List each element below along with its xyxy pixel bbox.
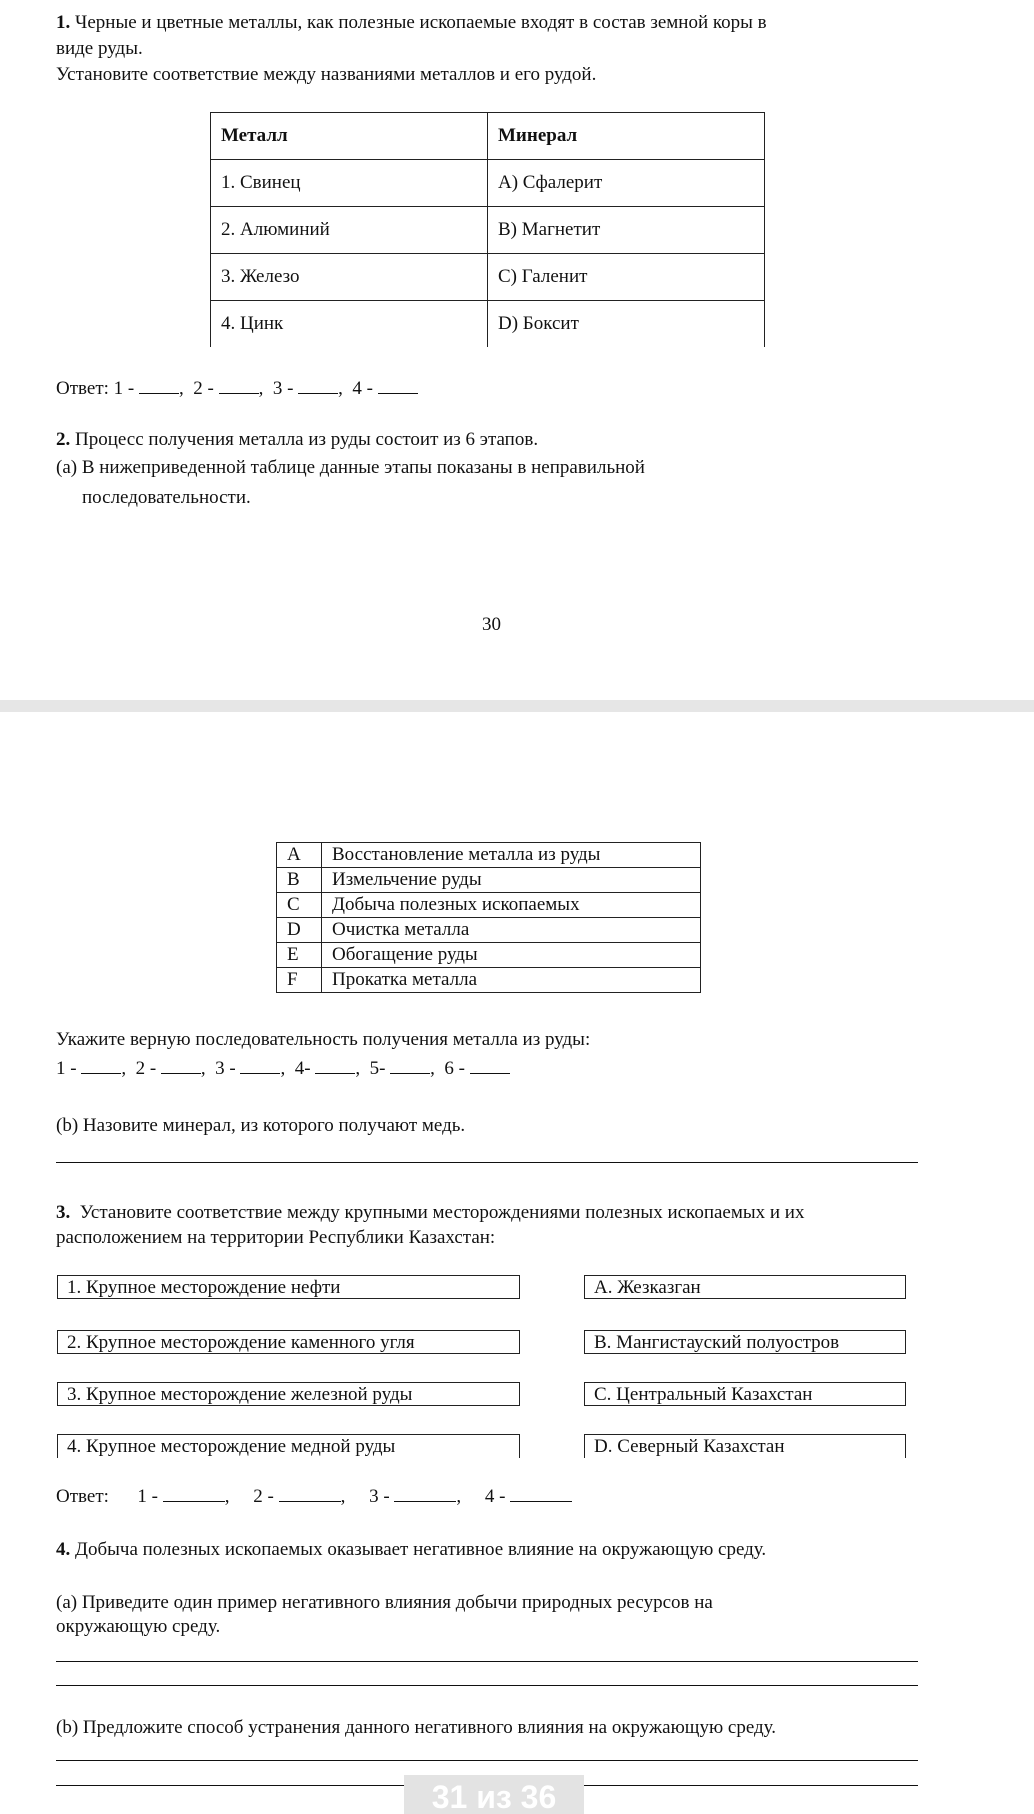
metal-mineral-table (210, 112, 765, 347)
stage-letter: A (277, 843, 322, 868)
answer-blank[interactable] (298, 378, 338, 394)
metal-cell: 2. Алюминий (211, 207, 488, 254)
answer-item: 4 - (352, 378, 373, 399)
location-box: A. Жезказган (584, 1275, 906, 1299)
mineral-cell: А) Сфалерит (488, 160, 765, 207)
header-mineral: Минерал (488, 113, 765, 160)
order-blank[interactable] (470, 1058, 510, 1074)
answer-label: Ответ: (56, 378, 109, 399)
metal-cell: 3. Железо (211, 254, 488, 301)
answer-line[interactable] (56, 1685, 918, 1686)
stage-letter: F (277, 968, 322, 993)
deposit-box: 4. Крупное месторождение медной руды (57, 1434, 520, 1458)
q2-number: 2. (56, 429, 71, 450)
q4-line1 (56, 1539, 766, 1561)
q3-line1 (56, 1202, 804, 1224)
order-prompt: Укажите верную последовательность получения металла из руды: (56, 1029, 591, 1050)
stage-letter: D (277, 918, 322, 943)
table-row (277, 893, 701, 918)
answer-blank[interactable] (139, 378, 179, 394)
answer-item: 3 - (272, 378, 294, 399)
mineral-cell: C) Галенит (488, 254, 765, 301)
q4-part-b: (b) Предложите способ устранения данного негативного влияния на окружающую среду. (56, 1717, 777, 1738)
q4-part-a-2: окружающую среду. (56, 1616, 221, 1637)
q1-number: 1. (56, 12, 71, 33)
answer-line[interactable] (56, 1162, 918, 1163)
stage-text: Прокатка металла (322, 968, 701, 993)
q2-line1 (56, 429, 538, 451)
order-blank[interactable] (315, 1058, 355, 1074)
table-row (277, 868, 701, 893)
table-header-row (211, 113, 765, 160)
stage-letter: C (277, 893, 322, 918)
metal-cell: 4. Цинк (211, 301, 488, 348)
stage-text: Измельчение руды (322, 868, 701, 893)
q4-text: Добыча полезных ископаемых оказывает негативное влияние на окружающую среду. (75, 1539, 767, 1560)
location-box: C. Центральный Казахстан (584, 1382, 906, 1406)
q1-line3: Установите соответствие между названиями металлов и его рудой. (56, 64, 597, 85)
order-item: 6 - (444, 1058, 465, 1079)
q2-part-b: (b) Назовите минерал, из которого получают медь. (56, 1115, 466, 1136)
q1-text: Черные и цветные металлы, как полезные ископаемые входят в состав земной коры в (75, 12, 767, 33)
table-row (211, 160, 765, 207)
q4-part-a-1: (a) Приведите один пример негативного влияния добычи природных ресурсов на (56, 1592, 713, 1613)
answer-item: 1 - (137, 1486, 158, 1507)
table-row (211, 301, 765, 348)
stage-text: Очистка металла (322, 918, 701, 943)
table-row (277, 943, 701, 968)
q3-number: 3. (56, 1202, 71, 1223)
page-number: 30 (482, 614, 501, 635)
order-item: 1 - (56, 1058, 77, 1079)
stage-text: Добыча полезных ископаемых (322, 893, 701, 918)
stage-text: Обогащение руды (322, 943, 701, 968)
deposit-box: 2. Крупное месторождение каменного угля (57, 1330, 520, 1354)
stages-table (276, 842, 701, 993)
table-row (277, 918, 701, 943)
header-metal: Металл (211, 113, 488, 160)
answer-item: 3 - (369, 1486, 390, 1507)
table-row (211, 254, 765, 301)
answer-blank[interactable] (279, 1486, 341, 1502)
location-box: D. Северный Казахстан (584, 1434, 906, 1458)
q2-line3: последовательности. (82, 487, 251, 508)
page-separator (0, 700, 1034, 712)
order-blank[interactable] (81, 1058, 121, 1074)
deposit-box: 1. Крупное месторождение нефти (57, 1275, 520, 1299)
q2-text: Процесс получения металла из руды состоит из 6 этапов. (75, 429, 539, 450)
q2-line2: (a) В нижеприведенной таблице данные этапы показаны в неправильной (56, 457, 645, 478)
metal-cell: 1. Свинец (211, 160, 488, 207)
answer-blank[interactable] (219, 378, 259, 394)
answer-blank[interactable] (394, 1486, 456, 1502)
answer-blank[interactable] (378, 378, 418, 394)
answer-item: 2 - (253, 1486, 274, 1507)
page-indicator: 31 из 36 (404, 1775, 584, 1814)
order-answer-line: 1 - , 2 - , 3 - , 4- , 5- , 6 - (56, 1058, 510, 1080)
table-row (277, 968, 701, 993)
location-box: B. Мангистауский полуостров (584, 1330, 906, 1354)
answer-label: Ответ: (56, 1486, 109, 1507)
answer-line[interactable] (56, 1760, 918, 1761)
q4-number: 4. (56, 1539, 71, 1560)
order-item: 4- (294, 1058, 311, 1079)
answer-line[interactable] (56, 1661, 918, 1662)
answer-item: 1 - (113, 378, 135, 399)
q1-line2: виде руды. (56, 38, 143, 59)
order-blank[interactable] (161, 1058, 201, 1074)
order-item: 3 - (215, 1058, 236, 1079)
answer-blank[interactable] (510, 1486, 572, 1502)
q3-line2: расположением на территории Республики Казахстан: (56, 1227, 496, 1248)
q3-answer-line: Ответ: 1 - , 2 - , 3 - , 4 - (56, 1486, 572, 1508)
stage-letter: B (277, 868, 322, 893)
table-row (277, 843, 701, 868)
answer-item: 4 - (484, 1486, 506, 1507)
order-blank[interactable] (240, 1058, 280, 1074)
stage-text: Восстановление металла из руды (322, 843, 701, 868)
table-row (211, 207, 765, 254)
stage-letter: E (277, 943, 322, 968)
order-item: 2 - (135, 1058, 157, 1079)
order-item: 5- (369, 1058, 386, 1079)
answer-item: 2 - (193, 378, 214, 399)
mineral-cell: D) Боксит (488, 301, 765, 348)
mineral-cell: B) Магнетит (488, 207, 765, 254)
answer-blank[interactable] (163, 1486, 225, 1502)
q3-text: Установите соответствие между крупными месторождениями полезных ископаемых и их (79, 1202, 805, 1223)
q1-answer-line: Ответ: 1 - , 2 - , 3 - , 4 - (56, 378, 418, 400)
deposit-box: 3. Крупное месторождение железной руды (57, 1382, 520, 1406)
q1-line1 (56, 12, 767, 34)
order-blank[interactable] (390, 1058, 430, 1074)
